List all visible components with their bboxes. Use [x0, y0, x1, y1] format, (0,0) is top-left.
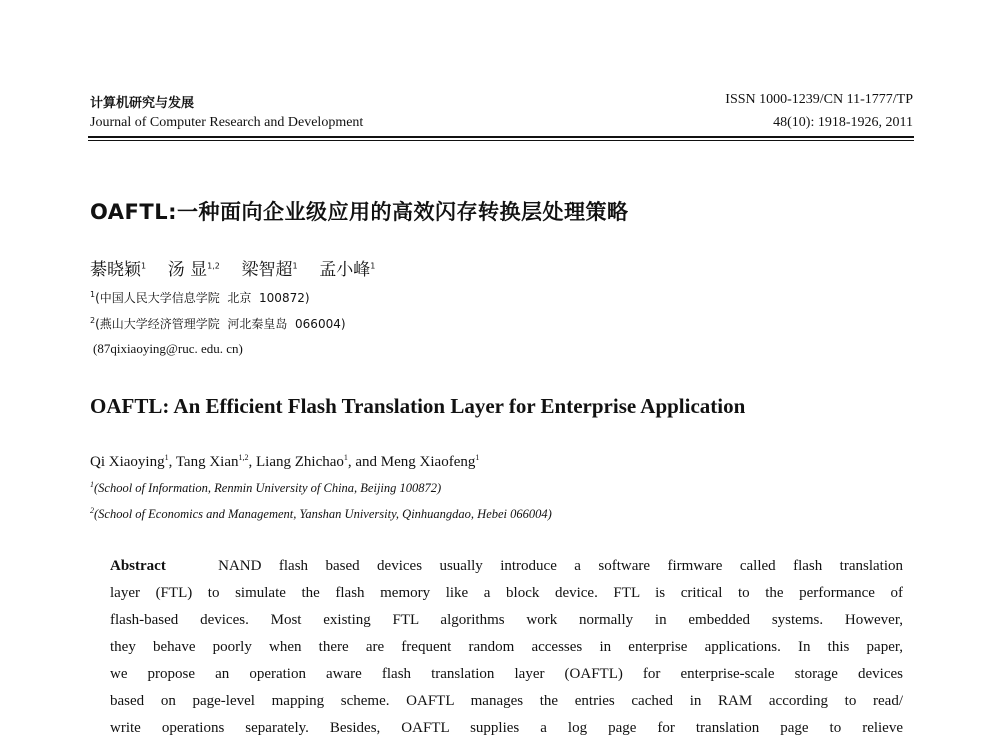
- authors-cn: [90, 255, 375, 280]
- author-cn: 綦晓颖$^1$: [90, 260, 147, 280]
- abstract-line: Abstract NAND flash based devices usually introduce a software firmware called flash translation: [110, 558, 903, 574]
- author-cn: 汤 显$^{1,2}$: [167, 260, 220, 280]
- email: (87qixiaoying@ruc. edu. cn): [93, 341, 243, 356]
- header-rule: [88, 136, 914, 138]
- abstract-line: flash-based devices. Most existing FTL algorithms work normally in embedded systems. However,: [110, 612, 903, 628]
- affiliation-en-1: $^1$(School of Information, Renmin University of China, Beijing 100872): [90, 480, 442, 496]
- title-cn: OAFTL:一种面向企业级应用的高效闪存转换层处理策略: [90, 200, 629, 224]
- author-en: Tang Xian$^{1,2}$: [175, 453, 249, 470]
- abstract-label: Abstract: [110, 558, 166, 574]
- issn: ISSN 1000-1239/CN 11-1777/TP: [725, 92, 913, 107]
- author-en: and Meng Xiaofeng$^1$: [355, 453, 480, 470]
- affiliation-cn-1: $^1$(中国人民大学信息学院 北京 100872): [90, 290, 310, 305]
- author-en: Qi Xiaoying$^1$: [90, 453, 169, 470]
- author-cn: 梁智超$^1$: [241, 260, 298, 280]
- title-en: OAFTL: An Efficient Flash Translation Layer for Enterprise Application: [90, 394, 746, 418]
- abstract-line: layer (FTL) to simulate the flash memory like a block device. FTL is critical to the performance of: [110, 585, 903, 601]
- affiliation-en-2: $^2$(School of Economics and Management, Yanshan University, Qinhuangdao, Hebei 066004): [90, 506, 552, 522]
- header-rule-thin: [88, 140, 914, 141]
- abstract-line: write operations separately. Besides, OAFTL supplies a log page for translation page to relieve: [110, 720, 903, 736]
- author-en: Liang Zhichao$^1$: [256, 453, 348, 470]
- journal-name-cn: 计算机研究与发展: [90, 96, 195, 111]
- abstract-line: based on page-level mapping scheme. OAFTL manages the entries cached in RAM according to read/: [110, 693, 903, 709]
- abstract-line: we propose an operation aware flash translation layer (OAFTL) for enterprise-scale storage devices: [110, 666, 903, 682]
- author-cn: 孟小峰$^1$: [319, 260, 376, 280]
- citation: 48(10): 1918-1926, 2011: [773, 115, 913, 130]
- journal-name-en: Journal of Computer Research and Development: [90, 115, 364, 130]
- abstract-line: they behave poorly when there are frequent random accesses in enterprise applications. In this paper,: [110, 639, 903, 655]
- affiliation-cn-2: $^2$(燕山大学经济管理学院 河北秦皇岛 066004): [90, 316, 346, 331]
- authors-en: Qi Xiaoying$^1$, Tang Xian$^{1,2}$, Liang Zhichao$^1$, and Meng Xiaofeng$^1$: [90, 453, 480, 470]
